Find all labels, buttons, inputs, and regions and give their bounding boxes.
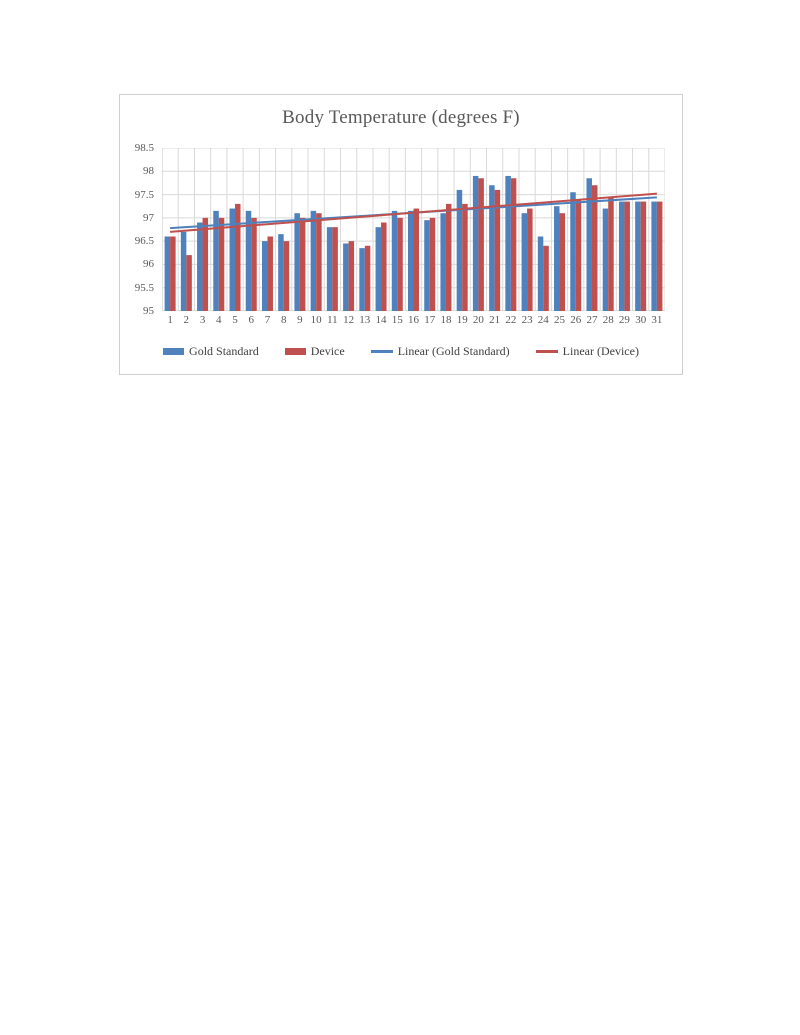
bar-device-day-20 xyxy=(478,178,484,311)
bar-gold-standard-day-25 xyxy=(554,206,560,311)
x-tick-label: 26 xyxy=(570,314,582,326)
bar-gold-standard-day-24 xyxy=(538,236,544,311)
x-tick-label: 31 xyxy=(651,314,663,326)
x-tick-label: 4 xyxy=(216,314,222,326)
x-tick-label: 30 xyxy=(635,314,647,326)
bar-gold-standard-day-11 xyxy=(327,227,333,311)
bar-device-day-4 xyxy=(219,218,225,311)
x-tick-label: 25 xyxy=(554,314,565,326)
x-tick-label: 6 xyxy=(248,314,254,326)
x-tick-label: 3 xyxy=(199,314,206,326)
bar-device-day-24 xyxy=(543,246,549,311)
bar-gold-standard-day-30 xyxy=(635,202,641,311)
y-tick-label: 98 xyxy=(143,165,154,178)
bar-gold-standard-day-15 xyxy=(392,211,398,311)
bar-device-day-14 xyxy=(381,223,387,311)
chart-title: Body Temperature (degrees F) xyxy=(282,107,520,128)
bar-gold-standard-day-31 xyxy=(651,202,657,311)
legend-swatch-device xyxy=(285,348,306,355)
bar-device-day-5 xyxy=(235,204,241,311)
legend-swatch-gold-standard xyxy=(163,348,184,355)
x-tick-label: 1 xyxy=(167,314,173,326)
bar-device-day-23 xyxy=(527,209,533,311)
x-tick-label: 12 xyxy=(343,314,355,326)
bar-gold-standard-day-28 xyxy=(603,209,609,311)
x-tick-label: 29 xyxy=(618,314,630,326)
bar-device-day-9 xyxy=(300,218,306,311)
bar-gold-standard-day-21 xyxy=(489,185,495,311)
x-tick-label: 9 xyxy=(297,314,303,326)
bar-device-day-28 xyxy=(608,197,614,311)
y-tick-label: 97 xyxy=(143,211,154,224)
x-axis xyxy=(162,314,665,328)
bar-device-day-1 xyxy=(170,236,176,311)
x-tick-label: 24 xyxy=(537,314,549,326)
bar-gold-standard-day-22 xyxy=(505,176,511,311)
legend-item-linear-device xyxy=(536,344,639,359)
bar-gold-standard-day-2 xyxy=(181,232,187,311)
y-tick-label: 97.5 xyxy=(134,188,154,201)
x-tick-label: 28 xyxy=(602,314,614,326)
x-tick-label: 19 xyxy=(456,314,468,326)
bar-device-day-25 xyxy=(560,213,566,311)
bar-device-day-11 xyxy=(332,227,338,311)
x-tick-label: 13 xyxy=(359,314,371,326)
bar-gold-standard-day-10 xyxy=(311,211,317,311)
bar-device-day-12 xyxy=(349,241,355,311)
bar-gold-standard-day-18 xyxy=(440,213,446,311)
x-tick-label: 27 xyxy=(586,314,598,326)
bar-device-day-18 xyxy=(446,204,452,311)
x-tick-label: 16 xyxy=(408,314,419,326)
bar-gold-standard-day-9 xyxy=(294,213,300,311)
legend-label: Linear (Gold Standard) xyxy=(397,344,510,358)
bar-device-day-31 xyxy=(657,202,663,311)
legend-item-linear-gold-standard xyxy=(371,344,510,359)
bar-device-day-8 xyxy=(284,241,290,311)
legend-swatch-linear-gold-standard xyxy=(371,350,393,353)
bar-gold-standard-day-1 xyxy=(165,236,171,311)
bar-gold-standard-day-13 xyxy=(359,248,365,311)
x-tick-label: 11 xyxy=(327,314,338,326)
x-tick-label: 20 xyxy=(472,314,484,326)
legend-label: Device xyxy=(310,344,345,358)
bar-gold-standard-day-12 xyxy=(343,243,349,311)
x-tick-label: 10 xyxy=(310,314,322,326)
bar-device-day-7 xyxy=(267,236,273,311)
bar-device-day-27 xyxy=(592,185,598,311)
bar-device-day-15 xyxy=(397,218,403,311)
bar-device-day-13 xyxy=(365,246,371,311)
bar-gold-standard-day-29 xyxy=(619,202,625,311)
legend-item-device xyxy=(285,344,345,359)
y-tick-label: 96.5 xyxy=(134,235,154,248)
bar-gold-standard-day-7 xyxy=(262,241,268,311)
y-tick-label: 98.5 xyxy=(134,142,154,154)
bar-device-day-17 xyxy=(430,218,436,311)
chart-card xyxy=(119,94,683,375)
x-tick-label: 15 xyxy=(391,314,403,326)
bar-gold-standard-day-23 xyxy=(522,213,528,311)
bar-gold-standard-day-8 xyxy=(278,234,284,311)
x-tick-label: 23 xyxy=(521,314,533,326)
bar-device-day-2 xyxy=(186,255,192,311)
x-tick-label: 18 xyxy=(440,314,452,326)
legend-label: Gold Standard xyxy=(189,344,259,358)
bar-gold-standard-day-17 xyxy=(424,220,430,311)
bar-device-day-29 xyxy=(624,202,630,311)
bar-device-day-6 xyxy=(251,218,257,311)
x-tick-label: 14 xyxy=(375,314,387,326)
x-tick-label: 17 xyxy=(424,314,436,326)
x-tick-label: 22 xyxy=(505,314,517,326)
bar-device-day-22 xyxy=(511,178,516,311)
x-tick-label: 7 xyxy=(264,314,271,326)
bar-gold-standard-day-16 xyxy=(408,211,414,311)
bar-device-day-30 xyxy=(641,202,647,311)
bar-device-day-26 xyxy=(576,199,582,311)
bar-device-day-19 xyxy=(462,204,468,311)
x-tick-label: 8 xyxy=(280,314,287,326)
bar-gold-standard-day-14 xyxy=(376,227,382,311)
bar-gold-standard-day-3 xyxy=(197,223,203,311)
y-tick-label: 95 xyxy=(143,305,154,317)
x-tick-label: 21 xyxy=(489,314,501,326)
legend-swatch-linear-device xyxy=(536,350,558,353)
x-tick-label: 5 xyxy=(232,314,238,326)
legend-item-gold-standard xyxy=(163,344,259,359)
plot-area xyxy=(162,148,665,311)
legend xyxy=(120,344,682,359)
bar-gold-standard-day-26 xyxy=(570,192,576,311)
y-axis xyxy=(120,95,158,376)
bar-device-day-16 xyxy=(414,209,420,311)
bar-device-day-10 xyxy=(316,213,322,311)
bar-device-day-3 xyxy=(203,218,209,311)
x-tick-label: 2 xyxy=(183,314,190,326)
legend-label: Linear (Device) xyxy=(562,344,639,358)
y-tick-label: 96 xyxy=(143,258,154,271)
bar-gold-standard-day-20 xyxy=(473,176,479,311)
plot-svg xyxy=(162,148,665,311)
y-tick-label: 95.5 xyxy=(134,281,154,294)
